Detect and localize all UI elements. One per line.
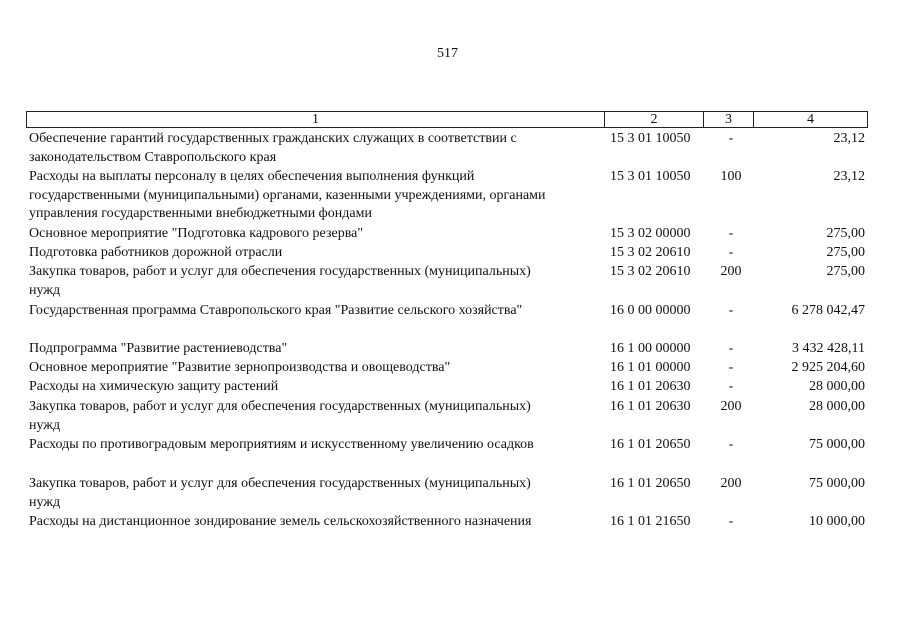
row-expense-type: - xyxy=(728,514,734,529)
row-code: 16 1 01 20630 xyxy=(610,399,691,414)
row-amount: 6 278 042,47 xyxy=(791,303,865,318)
row-amount: 23,12 xyxy=(833,169,865,184)
header-col-2: 2 xyxy=(605,112,704,127)
row-expense-type: - xyxy=(728,360,734,375)
row-name: Расходы на выплаты персоналу в целях обеспечения выполнения функций государственными (муниципальными) органами, казенными учреждениями, органами управления государственными внебюджетными фондами xyxy=(29,169,546,221)
row-expense-type: 200 xyxy=(720,264,742,279)
row-name: Подпрограмма "Развитие растениеводства" xyxy=(29,341,288,356)
row-code: 16 1 01 21650 xyxy=(610,514,691,529)
page-number: 517 xyxy=(437,46,458,61)
row-name: Расходы на дистанционное зондирование земель сельскохозяйственного назначения xyxy=(29,514,532,529)
row-code: 16 1 01 20630 xyxy=(610,379,691,394)
row-expense-type: 200 xyxy=(720,476,742,491)
row-code: 16 1 00 00000 xyxy=(610,341,691,356)
row-amount: 28 000,00 xyxy=(809,379,865,394)
row-code: 15 3 01 10050 xyxy=(610,131,691,146)
row-amount: 75 000,00 xyxy=(809,476,865,491)
row-expense-type: - xyxy=(728,303,734,318)
row-name: Государственная программа Ставропольского края "Развитие сельского хозяйства" xyxy=(29,303,523,318)
row-name: Закупка товаров, работ и услуг для обеспечения государственных (муниципальных) нужд xyxy=(29,399,531,433)
row-code: 16 1 01 00000 xyxy=(610,360,691,375)
header-col-4: 4 xyxy=(807,112,814,127)
row-code: 16 1 01 20650 xyxy=(610,476,691,491)
row-amount: 23,12 xyxy=(833,131,865,146)
row-code: 15 3 02 00000 xyxy=(610,226,691,241)
row-code: 15 3 01 10050 xyxy=(610,169,691,184)
row-amount: 275,00 xyxy=(826,226,865,241)
row-expense-type: - xyxy=(728,226,734,241)
row-code: 16 1 01 20650 xyxy=(610,437,691,452)
header-col-1: 1 xyxy=(27,112,605,127)
row-name: Закупка товаров, работ и услуг для обеспечения государственных (муниципальных) нужд xyxy=(29,264,531,298)
row-amount: 75 000,00 xyxy=(809,437,865,452)
row-expense-type: - xyxy=(728,131,734,146)
row-code: 16 0 00 00000 xyxy=(610,303,691,318)
row-name: Расходы на химическую защиту растений xyxy=(29,379,279,394)
row-name: Основное мероприятие "Подготовка кадрового резерва" xyxy=(29,226,364,241)
row-expense-type: 200 xyxy=(720,399,742,414)
row-amount: 10 000,00 xyxy=(809,514,865,529)
header-col-3: 3 xyxy=(704,112,754,127)
row-name: Расходы по противоградовым мероприятиям и искусственному увеличению осадков xyxy=(29,437,534,452)
row-expense-type: 100 xyxy=(720,169,742,184)
row-code: 15 3 02 20610 xyxy=(610,245,691,260)
table-header xyxy=(26,111,868,128)
row-expense-type: - xyxy=(728,341,734,356)
row-expense-type: - xyxy=(728,245,734,260)
row-name: Основное мероприятие "Развитие зернопроизводства и овощеводства" xyxy=(29,360,451,375)
row-name: Закупка товаров, работ и услуг для обеспечения государственных (муниципальных) нужд xyxy=(29,476,531,510)
row-amount: 2 925 204,60 xyxy=(791,360,865,375)
row-amount: 275,00 xyxy=(826,264,865,279)
row-expense-type: - xyxy=(728,437,734,452)
row-code: 15 3 02 20610 xyxy=(610,264,691,279)
row-amount: 28 000,00 xyxy=(809,399,865,414)
row-amount: 275,00 xyxy=(826,245,865,260)
row-name: Подготовка работников дорожной отрасли xyxy=(29,245,283,260)
row-amount: 3 432 428,11 xyxy=(792,341,865,356)
row-expense-type: - xyxy=(728,379,734,394)
row-name: Обеспечение гарантий государственных гражданских служащих в соответствии с законодательством Ставропольского края xyxy=(29,131,517,165)
